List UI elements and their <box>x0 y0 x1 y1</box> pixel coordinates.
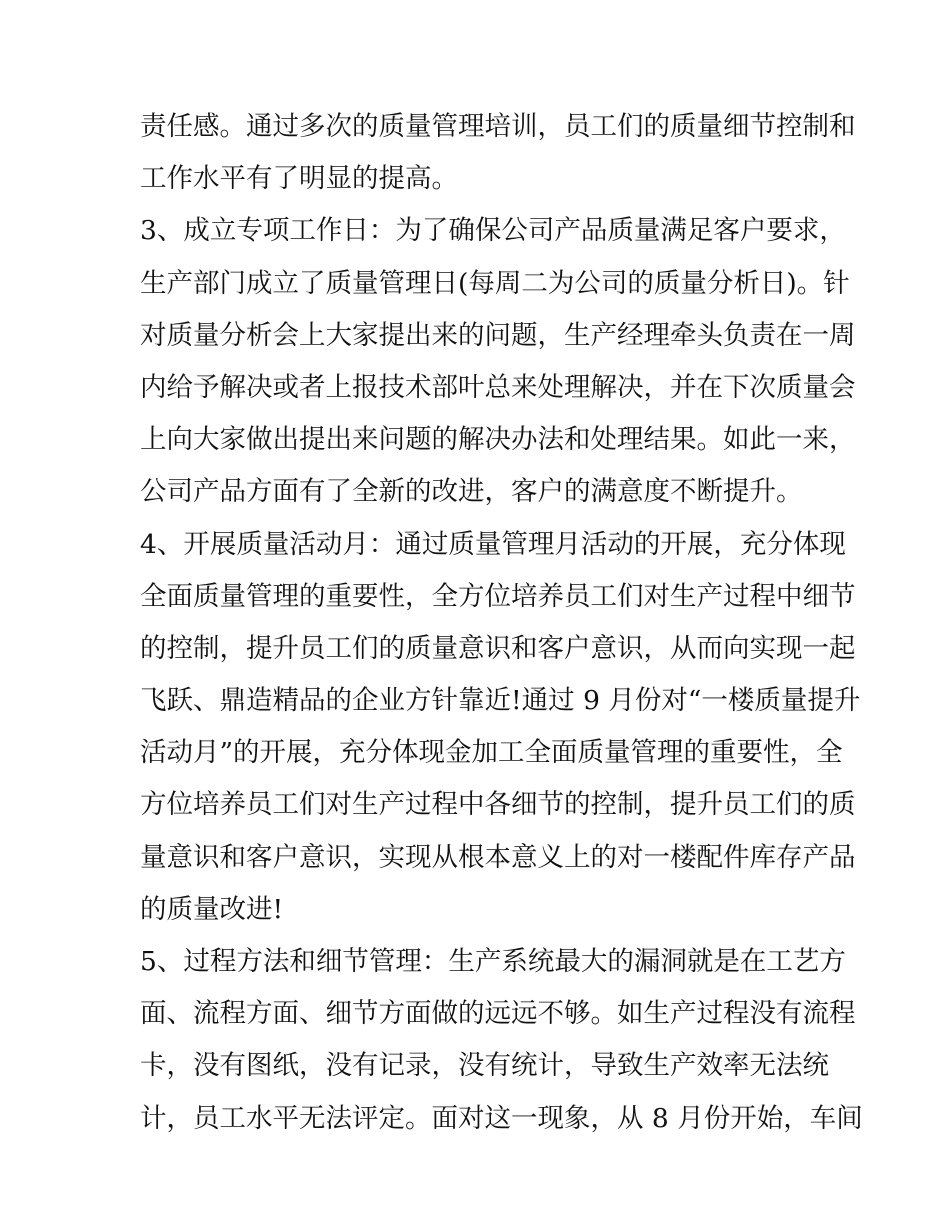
text-line: 全面质量管理的重要性，全方位培养员工们对生产过程中细节 <box>140 580 856 612</box>
text-line: 公司产品方面有了全新的改进，客户的满意度不断提升。 <box>140 476 803 508</box>
text-line: 上向大家做出提出来问题的解决办法和处理结果。如此一来， <box>140 424 856 456</box>
text-line: 卡，没有图纸，没有记录，没有统计，导致生产效率无法统 <box>140 1050 829 1082</box>
text-line: 对质量分析会上大家提出来的问题，生产经理牵头负责在一周 <box>140 319 856 351</box>
text-line: 方位培养员工们对生产过程中各细节的控制，提升员工们的质 <box>140 789 856 821</box>
text-line: 4、开展质量活动月：通过质量管理月活动的开展，充分体现 <box>140 528 846 560</box>
text-line: 责任感。通过多次的质量管理培训，员工们的质量细节控制和 <box>140 111 856 142</box>
body-text <box>140 101 863 1145</box>
text-line: 活动月”的开展，充分体现金加工全面质量管理的重要性，全 <box>140 737 843 769</box>
text-line: 生产部门成立了质量管理日(每周二为公司的质量分析日)。针 <box>140 267 850 299</box>
text-line: 量意识和客户意识，实现从根本意义上的对一楼配件库存产品 <box>140 841 856 873</box>
text-line: 5、过程方法和细节管理：生产系统最大的漏洞就是在工艺方 <box>140 946 846 977</box>
text-line: 工作水平有了明显的提高。 <box>140 163 458 195</box>
text-line: 3、成立专项工作日：为了确保公司产品质量满足客户要求， <box>140 215 846 247</box>
text-line: 计，员工水平无法评定。面对这一现象，从 8 月份开始，车间 <box>140 1102 863 1134</box>
text-line: 飞跃、鼎造精品的企业方针靠近!通过 9 月份对“一楼质量提升 <box>140 685 861 717</box>
text-line: 的控制，提升员工们的质量意识和客户意识，从而向实现一起 <box>140 632 856 664</box>
text-line: 面、流程方面、细节方面做的远远不够。如生产过程没有流程 <box>140 998 856 1030</box>
text-line: 内给予解决或者上报技术部叶总来处理解决，并在下次质量会 <box>140 371 856 403</box>
text-line: 的质量改进! <box>140 893 284 925</box>
